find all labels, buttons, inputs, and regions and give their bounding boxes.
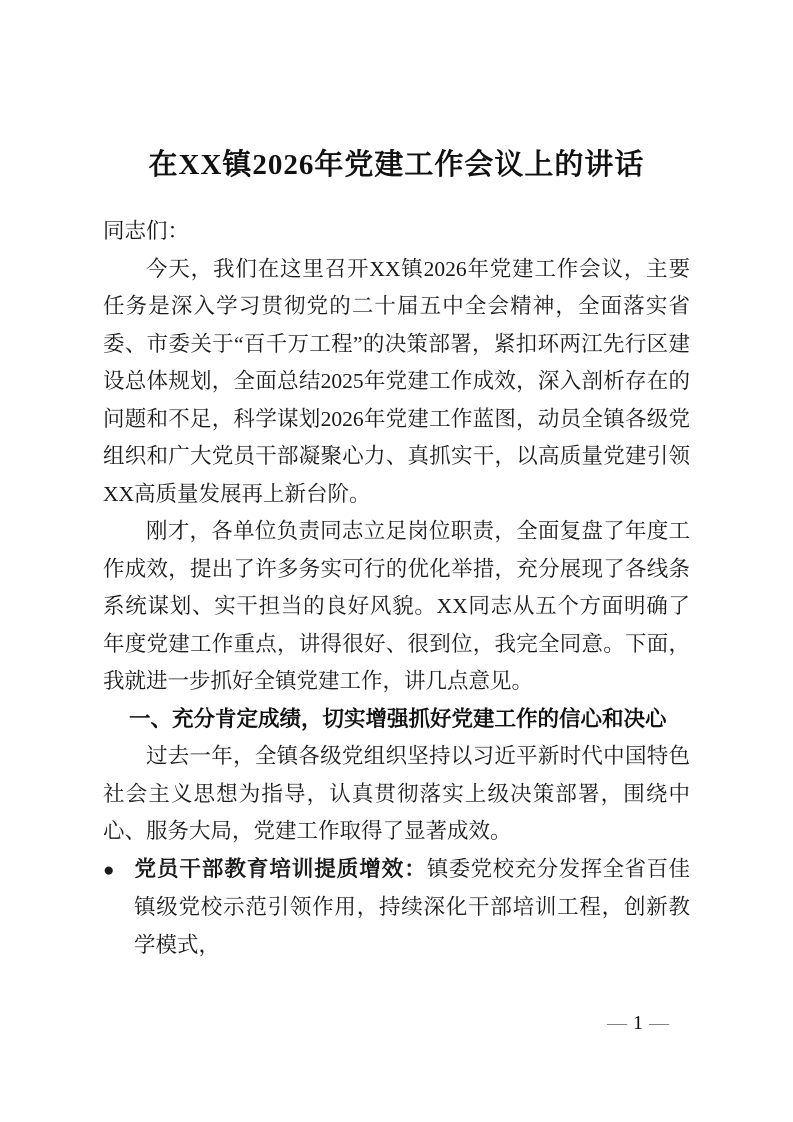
bullet-icon: ●	[103, 859, 115, 881]
page-number-value: 1	[633, 1012, 643, 1034]
bullet-lead-text: 党员干部教育培训提质增效：	[134, 856, 427, 881]
document-content	[103, 145, 690, 964]
page-number	[601, 1008, 675, 1038]
page-number-dash-right: —	[649, 1012, 669, 1034]
page-number-dash-left: —	[607, 1012, 627, 1034]
paragraph-review: 刚才，各单位负责同志立足岗位职责，全面复盘了年度工作成效，提出了许多务实可行的优化举措，充分展现了各线条系统谋划、实干担当的良好风貌。XX同志从五个方面明确了年度党建工作重点，讲得很好、很到位，我完全同意。下面，我就进一步抓好全镇党建工作，讲几点意见。	[103, 519, 690, 693]
section-heading-one: 一、充分肯定成绩，切实增强抓好党建工作的信心和决心	[129, 706, 667, 731]
paragraph-opening: 今天，我们在这里召开XX镇2026年党建工作会议，主要任务是深入学习贯彻党的二十届五中全会精神，全面落实省委、市委关于“百千万工程”的决策部署，紧扣环两江先行区建设总体规划，全面总结2025年党建工作成效，深入剖析存在的问题和不足，科学谋划2026年党建工作蓝图，动员全镇各级党组织和广大党员干部凝聚心力、真抓实干，以高质量党建引领XX高质量发展再上新台阶。	[103, 256, 690, 506]
document-title: 在XX镇2026年党建工作会议上的讲话	[148, 149, 645, 181]
bullet-item	[103, 851, 690, 965]
salutation: 同志们：	[103, 219, 190, 243]
paragraph-achievements: 过去一年，全镇各级党组织坚持以习近平新时代中国特色社会主义思想为指导，认真贯彻落实上级决策部署，围绕中心、服务大局，党建工作取得了显著成效。	[103, 744, 690, 843]
bullet-body-text: 镇委党校充分发挥全省百佳镇级党校示范引领作用，持续深化干部培训工程，创新教学模式，	[134, 856, 690, 957]
